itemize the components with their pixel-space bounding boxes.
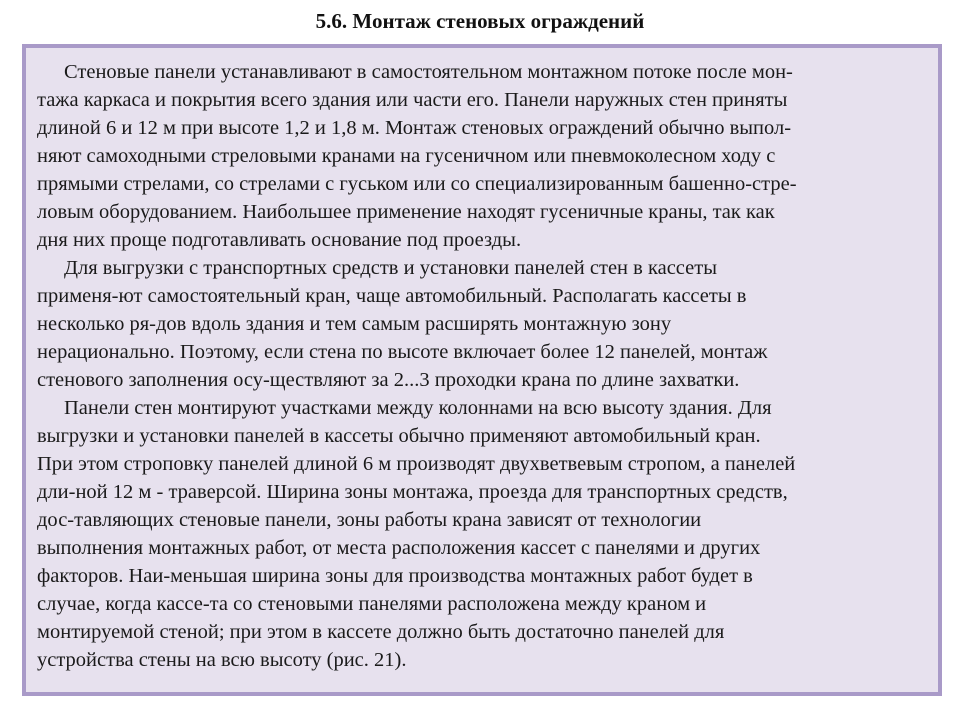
paragraph-3-line-2: выгрузки и установки панелей в кассеты обычно применяют автомобильный кран. bbox=[37, 425, 761, 447]
paragraph-1-line-3: длиной 6 и 12 м при высоте 1,2 и 1,8 м. Монтаж стеновых ограждений обычно выпол- bbox=[37, 117, 792, 139]
paragraph-1-line-5: прямыми стрелами, со стрелами с гуськом или со специализированным башенно-стре- bbox=[37, 173, 797, 195]
paragraph-2-line-3: несколько ря-дов вдоль здания и тем самым расширять монтажную зону bbox=[37, 313, 672, 335]
paragraph-3-line-10: устройства стены на всю высоту (рис. 21). bbox=[37, 649, 407, 671]
paragraph-1-line-4: няют самоходными стреловыми кранами на гусеничном или пневмоколесном ходу с bbox=[37, 145, 776, 167]
paragraph-3-line-9: монтируемой стеной; при этом в кассете должно быть достаточно панелей для bbox=[37, 621, 725, 643]
paragraph-3-line-8: случае, когда кассе-та со стеновыми панелями расположена между краном и bbox=[37, 593, 707, 615]
text-box bbox=[22, 44, 942, 696]
paragraph-3-line-1: Панели стен монтируют участками между колоннами на всю высоту здания. Для bbox=[64, 397, 772, 419]
paragraph-1-line-1: Стеновые панели устанавливают в самостоятельном монтажном потоке после мон- bbox=[64, 61, 793, 83]
paragraph-3-line-4: дли-ной 12 м - траверсой. Ширина зоны монтажа, проезда для транспортных средств, bbox=[37, 481, 788, 503]
paragraph-2-line-5: стенового заполнения осу-ществляют за 2...3 проходки крана по длине захватки. bbox=[37, 369, 740, 391]
paragraph-3-line-3: При этом строповку панелей длиной 6 м производят двухветвевым стропом, а панелей bbox=[37, 453, 796, 475]
paragraph-1-line-6: ловым оборудованием. Наибольшее применение находят гусеничные краны, так как bbox=[37, 201, 775, 223]
paragraph-3-line-7: факторов. Наи-меньшая ширина зоны для производства монтажных работ будет в bbox=[37, 565, 753, 587]
paragraph-1-line-7: дня них проще подготавливать основание под проезды. bbox=[37, 229, 522, 251]
paragraph-2-line-4: нерационально. Поэтому, если стена по высоте включает более 12 панелей, монтаж bbox=[37, 341, 768, 363]
slide-title: 5.6. Монтаж стеновых ограждений bbox=[315, 9, 645, 33]
paragraph-2-line-2: применя-ют самостоятельный кран, чаще автомобильный. Располагать кассеты в bbox=[37, 285, 747, 307]
paragraph-1-line-2: тажа каркаса и покрытия всего здания или части его. Панели наружных стен приняты bbox=[37, 89, 788, 111]
paragraph-3-line-6: выполнения монтажных работ, от места расположения кассет с панелями и других bbox=[37, 537, 761, 559]
paragraph-2-line-1: Для выгрузки с транспортных средств и установки панелей стен в кассеты bbox=[64, 257, 717, 279]
paragraph-3-line-5: дос-тавляющих стеновые панели, зоны работы крана зависят от технологии bbox=[37, 509, 702, 531]
